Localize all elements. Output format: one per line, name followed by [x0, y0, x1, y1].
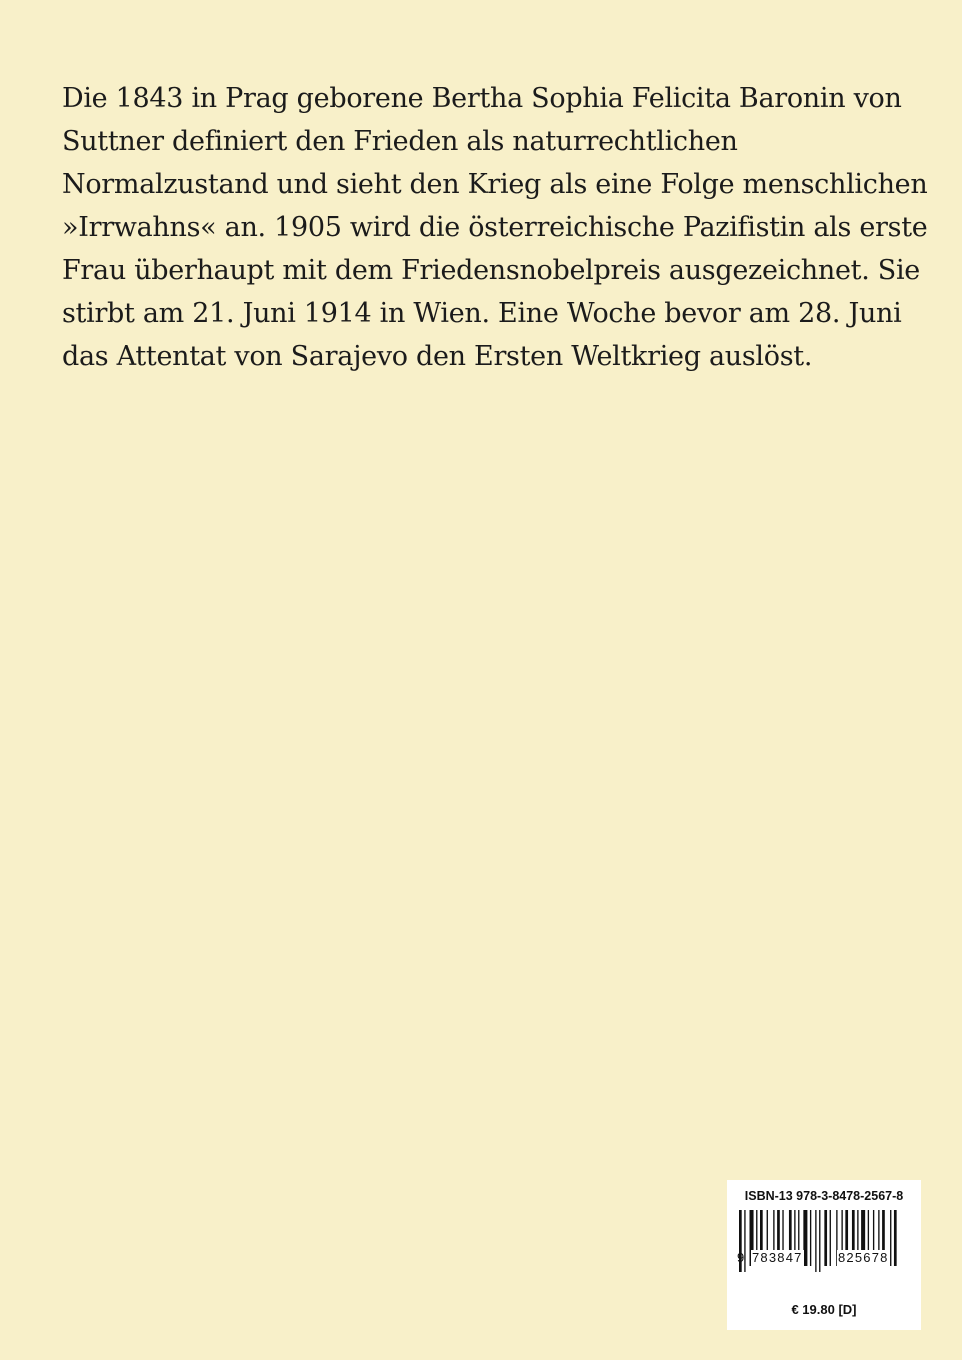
isbn-label: ISBN-13 978-3-8478-2567-8 [744, 1189, 904, 1203]
blurb-line: stirbt am 21. Juni 1914 in Wien. Eine Woche bevor am 28. Juni [62, 298, 902, 329]
barcode-bar [744, 1210, 745, 1272]
blurb-line: Suttner definiert den Frieden als naturrechtlichen [62, 126, 738, 157]
barcode-digits-right: 825678 [838, 1250, 889, 1265]
blurb-line: das Attentat von Sarajevo den Ersten Weltkrieg auslöst. [62, 341, 813, 372]
barcode-digit-first: 9 [737, 1250, 745, 1265]
barcode-bar [810, 1210, 811, 1266]
barcode-bar [815, 1210, 816, 1272]
barcode-bar [824, 1210, 827, 1266]
barcode-bar [819, 1210, 820, 1272]
price-label: € 19.80 [D] [791, 1302, 857, 1317]
blurb-line: Frau überhaupt mit dem Friedensnobelpreis ausgezeichnet. Sie [62, 255, 920, 286]
back-cover-blurb [62, 77, 928, 378]
barcode-digits-left: 783847 [752, 1250, 803, 1265]
barcode-bar [894, 1210, 897, 1266]
blurb-line: Normalzustand und sieht den Krieg als eine Folge menschlichen [62, 169, 928, 200]
barcode-bar [830, 1210, 831, 1266]
barcode-bar [803, 1210, 807, 1266]
barcode-bar [890, 1210, 891, 1266]
barcode-box [727, 1180, 921, 1330]
blurb-line: »Irrwahns« an. 1905 wird die österreichische Pazifistin als erste [62, 212, 928, 243]
blurb-line: Die 1843 in Prag geborene Bertha Sophia Felicita Baronin von [62, 83, 902, 114]
